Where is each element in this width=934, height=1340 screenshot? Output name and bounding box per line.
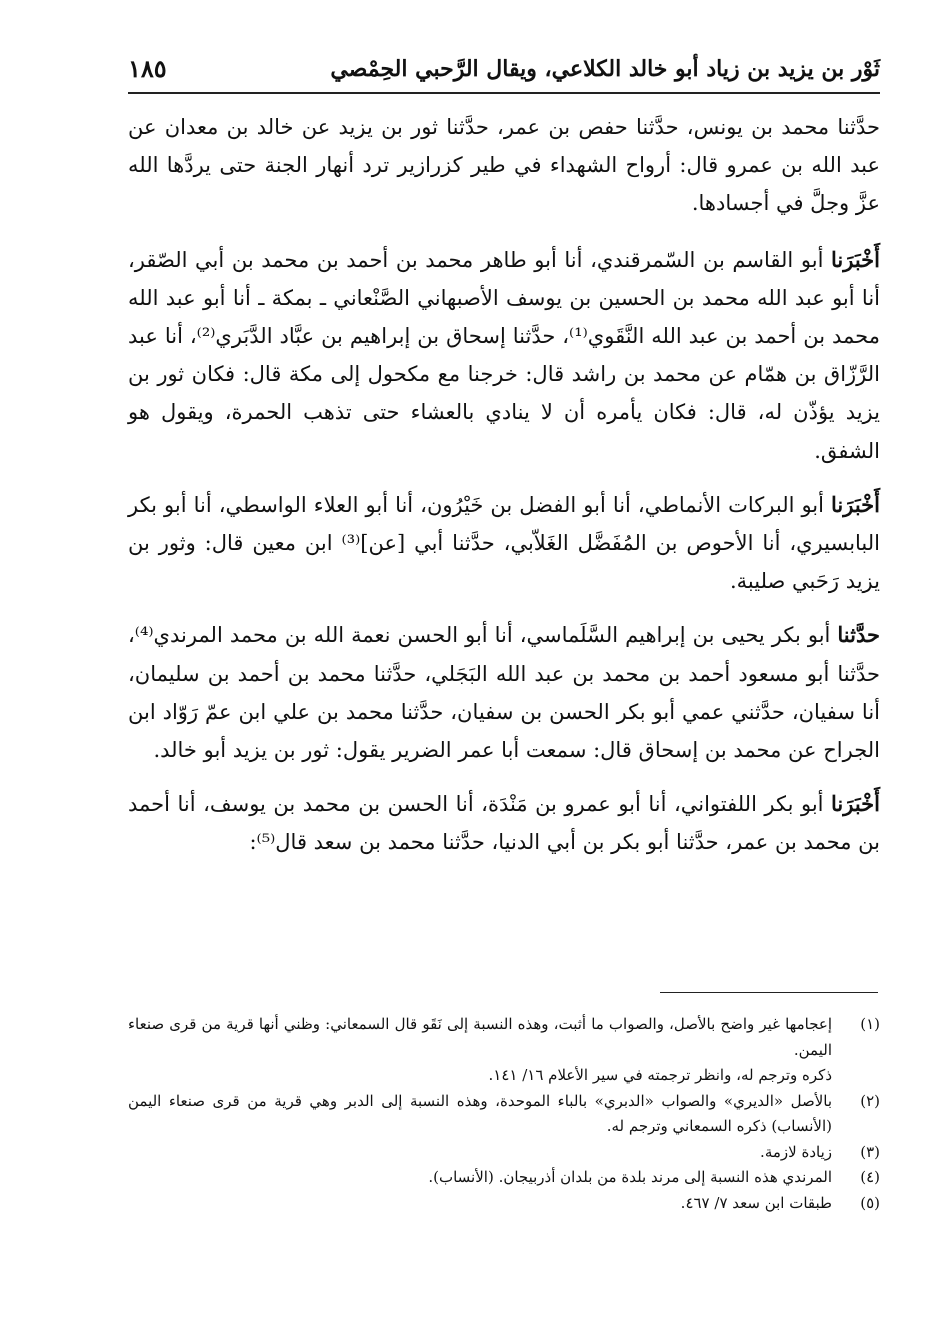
footnote-text: إعجامها غير واضح بالأصل، والصواب ما أثبت، وهذه النسبة إلى نَقَو قال السمعاني: وظني أنها قرية من قرى صنعاء اليمن. [128,1015,832,1059]
paragraph-text: أبو البركات الأنماطي، أنا أبو الفضل بن خَيْرُون، أنا أبو العلاء الواسطي، أنا أبو بكر البابسيري، أنا الأحوص بن المُفَضَّل الغَلاّبي، حدَّثنا أبي [عن]⁽³⁾ ابن معين قال: وثور بن يزيد رَحَبي صليبة. [128,492,881,594]
paragraph-4 [128,616,880,769]
running-title: ثَوْر بن يزيد بن زياد أبو خالد الكلاعي، ويقال الرَّحبي الحِمْصي [330,56,880,82]
footnote-number [832,1063,880,1089]
footnote-divider [660,992,878,993]
paragraph-text: أبو بكر يحيى بن إبراهيم السَّلَماسي، أنا أبو الحسن نعمة الله بن محمد المرندي⁽⁴⁾، حدَّثنا أبو مسعود أحمد بن محمد بن عبد الله البَجَلي، حدَّثنا محمد بن أحمد بن سليمان، أنا سفيان، حدَّثني عمي أبو بكر الحسن بن سفيان، حدَّثنا محمد بن علي ابن عمّ رَوّاد ابن الجراح عن محمد بن إسحاق قال: سمعت أبا عمر الضرير يقول: ثور بن يزيد أبو خالد. [128,623,880,763]
paragraph-1 [128,108,880,223]
paragraph-3 [128,486,880,601]
footnote-text: المرندي هذه النسبة إلى مرند بلدة من بلدان أذربيجان. (الأنساب). [428,1168,832,1186]
page-number: ١٨٥ [128,54,167,83]
footnote-text: طبقات ابن سعد ٧/ ٤٦٧. [680,1193,832,1212]
footnotes [128,1012,880,1216]
paragraph-2 [128,241,880,470]
footnote-text: بالأصل «الديري» والصواب «الدبري» بالباء الموحدة، وهذه النسبة إلى الدبر وهي قرية من قرى صنعاء اليمن (الأنساب) ذكره السمعاني وترجم له. [128,1091,832,1135]
footnote-number: (٥) [860,1193,880,1212]
footnote-1-continued [128,1063,880,1089]
footnote-3 [128,1140,880,1166]
footnote-number: (٤) [860,1168,880,1186]
footnote-text: ذكره وترجم له، وانظر ترجمته في سير الأعلام ١٦/ ١٤١. [488,1066,832,1084]
running-header [128,52,880,92]
footnote-number: (٢) [860,1091,880,1110]
paragraph-text: أبو القاسم بن السّمرقندي، أنا أبو طاهر محمد بن أحمد بن محمد بن أبي الصّقر، أنا أبو عبد الله محمد بن الحسين بن يوسف الأصبهاني الصَّنْعاني ـ بمكة ـ أنا أبو عبد الله محمد بن أحمد بن عبد الله النَّقَوي⁽¹⁾، حدَّثنا إسحاق بن إبراهيم بن عبَّاد الدَّبَري⁽²⁾، أنا عبد الرَّزّاق بن همّام عن محمد بن راشد قال: خرجنا مع مكحول إلى مكة قال: فكان ثور بن يزيد يؤذّن له، قال: فكان يأمره أن لا ينادي بالعشاء حتى تذهب الحمرة، ويقول هو الشفق. [128,247,880,463]
footnote-5 [128,1191,880,1217]
footnote-number: (٣) [860,1142,880,1161]
footnote-4 [128,1165,880,1191]
paragraph-lead: أَخْبَرَنا [831,246,880,272]
footnote-2 [128,1089,880,1140]
header-divider [128,92,880,94]
paragraph-lead: حدَّثنا [837,622,880,648]
paragraph-lead: أَخْبَرَنا [831,491,880,517]
footnote-text: زيادة لازمة. [760,1142,832,1161]
paragraph-5 [128,785,880,861]
paragraph-text: أبو بكر اللفتواني، أنا أبو عمرو بن مَنْدَة، أنا الحسن بن محمد بن يوسف، أنا أحمد بن محمد بن عمر، حدَّثنا أبو بكر بن أبي الدنيا، حدَّثنا محمد بن سعد قال⁽⁵⁾: [128,792,880,855]
main-text [128,108,880,878]
paragraph-text: حدَّثنا محمد بن يونس، حدَّثنا حفص بن عمر، حدَّثنا ثور بن يزيد عن خالد بن معدان عن عبد الله بن عمرو قال: أرواح الشهداء في طير كزرازير ترد أنهار الجنة حتى يردَّها الله عزَّ وجلَّ في أجسادها. [128,115,880,216]
paragraph-lead: أَخْبَرَنا [831,791,880,817]
footnote-number: (١) [860,1015,880,1033]
footnote-1 [128,1012,880,1063]
